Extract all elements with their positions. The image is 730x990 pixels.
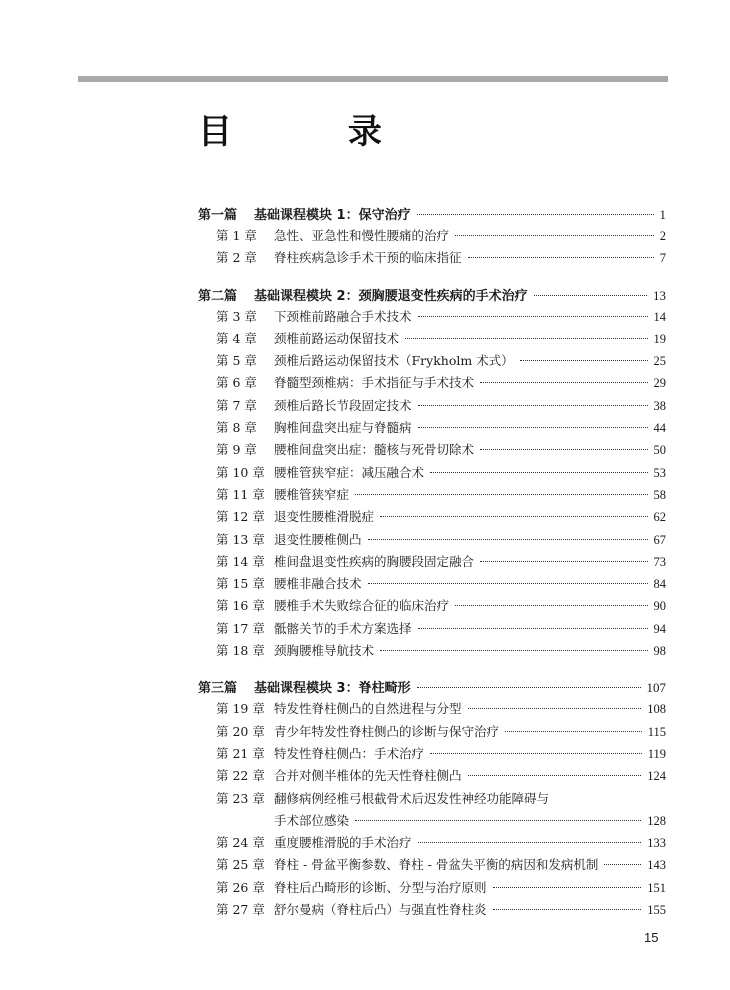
dot-leader (505, 731, 642, 732)
chapter-label: 第 12 章 (216, 509, 265, 525)
dot-leader (418, 628, 648, 629)
chapter-title: 腰椎管狭窄症 (274, 486, 350, 502)
toc-chapter-entry[interactable] (198, 329, 666, 351)
toc-chapter-entry[interactable] (198, 833, 666, 855)
dot-leader (430, 472, 647, 473)
dot-leader (380, 650, 647, 651)
toc-chapter-entry[interactable] (198, 619, 666, 641)
chapter-label: 第 11 章 (216, 486, 265, 502)
toc-chapter-entry[interactable] (198, 878, 666, 900)
chapter-title: 脊柱疾病急诊手术干预的临床指征 (274, 250, 462, 266)
dot-leader (468, 775, 642, 776)
dot-leader (418, 316, 648, 317)
chapter-title: 退变性腰椎滑脱症 (274, 509, 375, 525)
chapter-page: 98 (653, 644, 666, 659)
chapter-title: 舒尔曼病（脊柱后凸）与强直性脊柱炎 (274, 902, 487, 918)
chapter-page: 133 (647, 836, 666, 851)
toc-chapter-entry[interactable] (198, 530, 666, 552)
chapter-page: 50 (653, 443, 666, 458)
chapter-label: 第 16 章 (216, 598, 265, 614)
chapter-title: 合并对侧半椎体的先天性脊柱侧凸 (274, 768, 462, 784)
dot-leader (468, 708, 642, 709)
toc-chapter-continuation[interactable] (198, 811, 666, 833)
dot-leader (468, 257, 654, 258)
toc-chapter-entry[interactable] (198, 766, 666, 788)
chapter-page: 58 (653, 487, 666, 502)
toc-chapter-entry[interactable] (198, 699, 666, 721)
dot-leader (480, 382, 647, 383)
dot-leader (455, 605, 647, 606)
part-label: 第二篇 (198, 288, 238, 304)
chapter-label: 第 21 章 (216, 745, 265, 761)
part-label: 第一篇 (198, 208, 238, 223)
chapter-page: 115 (647, 724, 666, 739)
dot-leader (417, 214, 654, 215)
chapter-title: 颈椎前路运动保留技术 (274, 330, 400, 346)
chapter-label: 第 13 章 (216, 531, 265, 547)
chapter-page: 90 (653, 599, 666, 614)
toc-chapter-entry[interactable] (198, 485, 666, 507)
chapter-title: 颈椎后路长节段固定技术 (274, 397, 412, 413)
chapter-title: 腰椎间盘突出症：髓核与死骨切除术 (274, 442, 475, 458)
part-page: 1 (659, 207, 666, 222)
chapter-label: 第 20 章 (216, 723, 265, 739)
chapter-label: 第 1 章 (216, 228, 257, 243)
dot-leader (418, 427, 648, 428)
chapter-page: 67 (653, 532, 666, 547)
chapter-title: 颈胸腰椎导航技术 (274, 643, 375, 659)
chapter-label: 第 23 章 (216, 790, 265, 806)
chapter-page: 108 (647, 702, 666, 717)
dot-leader (480, 449, 647, 450)
chapter-title-continued: 手术部位感染 (274, 812, 350, 828)
chapter-title: 腰椎非融合技术 (274, 576, 362, 592)
toc-chapter-entry[interactable] (198, 744, 666, 766)
toc-chapter-entry[interactable] (198, 440, 666, 462)
dot-leader (368, 583, 648, 584)
chapter-label: 第 18 章 (216, 643, 265, 659)
chapter-title: 特发性脊柱侧凸的自然进程与分型 (274, 701, 462, 717)
chapter-page: 14 (653, 309, 666, 324)
chapter-page: 62 (653, 510, 666, 525)
chapter-title: 脊柱 - 骨盆平衡参数、脊柱 - 骨盆失平衡的病因和发病机制 (274, 857, 599, 873)
part-page: 13 (653, 287, 666, 303)
toc-chapter-entry[interactable] (198, 463, 666, 485)
chapter-label: 第 14 章 (216, 553, 265, 569)
part-title: 基础课程模块 1：保守治疗 (254, 208, 411, 223)
part-title: 基础课程模块 3：脊柱畸形 (254, 681, 411, 697)
dot-leader (480, 561, 647, 562)
chapter-label: 第 17 章 (216, 620, 265, 636)
dot-leader (455, 235, 654, 236)
chapter-label: 第 22 章 (216, 768, 265, 784)
toc-part-entry[interactable] (198, 677, 666, 699)
chapter-label: 第 27 章 (216, 902, 265, 918)
chapter-title: 下颈椎前路融合手术技术 (274, 308, 412, 324)
chapter-label: 第 3 章 (216, 308, 257, 324)
chapter-label: 第 24 章 (216, 835, 265, 851)
dot-leader (520, 360, 648, 361)
chapter-title: 骶髂关节的手术方案选择 (274, 620, 412, 636)
dot-leader (604, 864, 641, 865)
chapter-title: 椎间盘退变性疾病的胸腰段固定融合 (274, 553, 475, 569)
chapter-title: 腰椎管狭窄症：减压融合术 (274, 464, 425, 480)
chapter-page: 119 (647, 746, 666, 761)
toc-part-entry[interactable] (198, 204, 666, 226)
toc-chapter-entry[interactable] (198, 248, 666, 270)
chapter-label: 第 4 章 (216, 330, 257, 346)
toc-part-entry[interactable] (198, 285, 666, 307)
chapter-title: 脊柱后凸畸形的诊断、分型与治疗原则 (274, 879, 487, 895)
dot-leader (355, 820, 641, 821)
page-number: 15 (644, 930, 659, 945)
top-rule (78, 76, 668, 82)
chapter-title: 青少年特发性脊柱侧凸的诊断与保守治疗 (274, 723, 500, 739)
dot-leader (380, 516, 647, 517)
part-page: 107 (646, 680, 666, 696)
chapter-page: 44 (653, 421, 666, 436)
chapter-page: 25 (653, 354, 666, 369)
chapter-title: 退变性腰椎侧凸 (274, 531, 362, 547)
chapter-page: 19 (653, 331, 666, 346)
chapter-title: 翻修病例经椎弓根截骨术后迟发性神经功能障碍与 (274, 790, 550, 806)
chapter-page: 94 (653, 621, 666, 636)
chapter-label: 第 25 章 (216, 857, 265, 873)
chapter-title: 腰椎手术失败综合征的临床治疗 (274, 598, 450, 614)
chapter-page: 73 (653, 554, 666, 569)
part-label: 第三篇 (198, 681, 238, 697)
chapter-title: 脊髓型颈椎病：手术指征与手术技术 (274, 375, 475, 391)
toc-chapter-entry[interactable] (198, 507, 666, 529)
toc-chapter-entry[interactable] (198, 900, 666, 922)
chapter-page: 128 (647, 813, 666, 828)
toc-chapter-entry[interactable] (198, 574, 666, 596)
chapter-title: 急性、亚急性和慢性腰痛的治疗 (274, 228, 450, 243)
chapter-page: 84 (653, 577, 666, 592)
dot-leader (493, 887, 642, 888)
toc-chapter-entry[interactable] (198, 396, 666, 418)
dot-leader (368, 539, 648, 540)
dot-leader (534, 295, 647, 296)
toc-chapter-entry[interactable] (198, 552, 666, 574)
toc-chapter-entry[interactable] (198, 418, 666, 440)
toc-chapter-entry[interactable] (198, 789, 666, 811)
chapter-label: 第 19 章 (216, 701, 265, 717)
chapter-title: 重度腰椎滑脱的手术治疗 (274, 835, 412, 851)
dot-leader (430, 753, 642, 754)
part-title: 基础课程模块 2：颈胸腰退变性疾病的手术治疗 (254, 288, 528, 304)
chapter-page: 53 (653, 465, 666, 480)
dot-leader (418, 405, 648, 406)
chapter-label: 第 2 章 (216, 250, 257, 266)
dot-leader (493, 909, 642, 910)
dot-leader (418, 842, 642, 843)
chapter-label: 第 6 章 (216, 375, 257, 391)
chapter-page: 7 (659, 251, 666, 266)
chapter-label: 第 9 章 (216, 442, 257, 458)
chapter-page: 124 (647, 769, 666, 784)
chapter-label: 第 8 章 (216, 420, 257, 436)
chapter-page: 143 (647, 858, 666, 873)
toc-chapter-entry[interactable] (198, 596, 666, 618)
chapter-label: 第 7 章 (216, 397, 257, 413)
chapter-label: 第 26 章 (216, 879, 265, 895)
table-of-contents (198, 204, 666, 922)
toc-chapter-entry[interactable] (198, 351, 666, 373)
chapter-page: 2 (659, 229, 666, 243)
chapter-page: 151 (647, 880, 666, 895)
chapter-label: 第 15 章 (216, 576, 265, 592)
chapter-label: 第 5 章 (216, 353, 257, 369)
chapter-label: 第 10 章 (216, 464, 265, 480)
dot-leader (405, 338, 647, 339)
dot-leader (355, 494, 647, 495)
toc-chapter-entry[interactable] (198, 307, 666, 329)
chapter-page: 155 (647, 903, 666, 918)
dot-leader (417, 687, 641, 688)
chapter-title: 颈椎后路运动保留技术（Frykholm 术式） (274, 353, 514, 369)
toc-chapter-entry[interactable] (198, 373, 666, 395)
toc-chapter-entry[interactable] (198, 226, 666, 248)
chapter-page: 29 (653, 376, 666, 391)
page-title: 目 录 (198, 112, 434, 152)
chapter-page: 38 (653, 398, 666, 413)
toc-chapter-entry[interactable] (198, 722, 666, 744)
chapter-title: 特发性脊柱侧凸：手术治疗 (274, 745, 425, 761)
chapter-title: 胸椎间盘突出症与脊髓病 (274, 420, 412, 436)
toc-chapter-entry[interactable] (198, 855, 666, 877)
toc-chapter-entry[interactable] (198, 641, 666, 663)
